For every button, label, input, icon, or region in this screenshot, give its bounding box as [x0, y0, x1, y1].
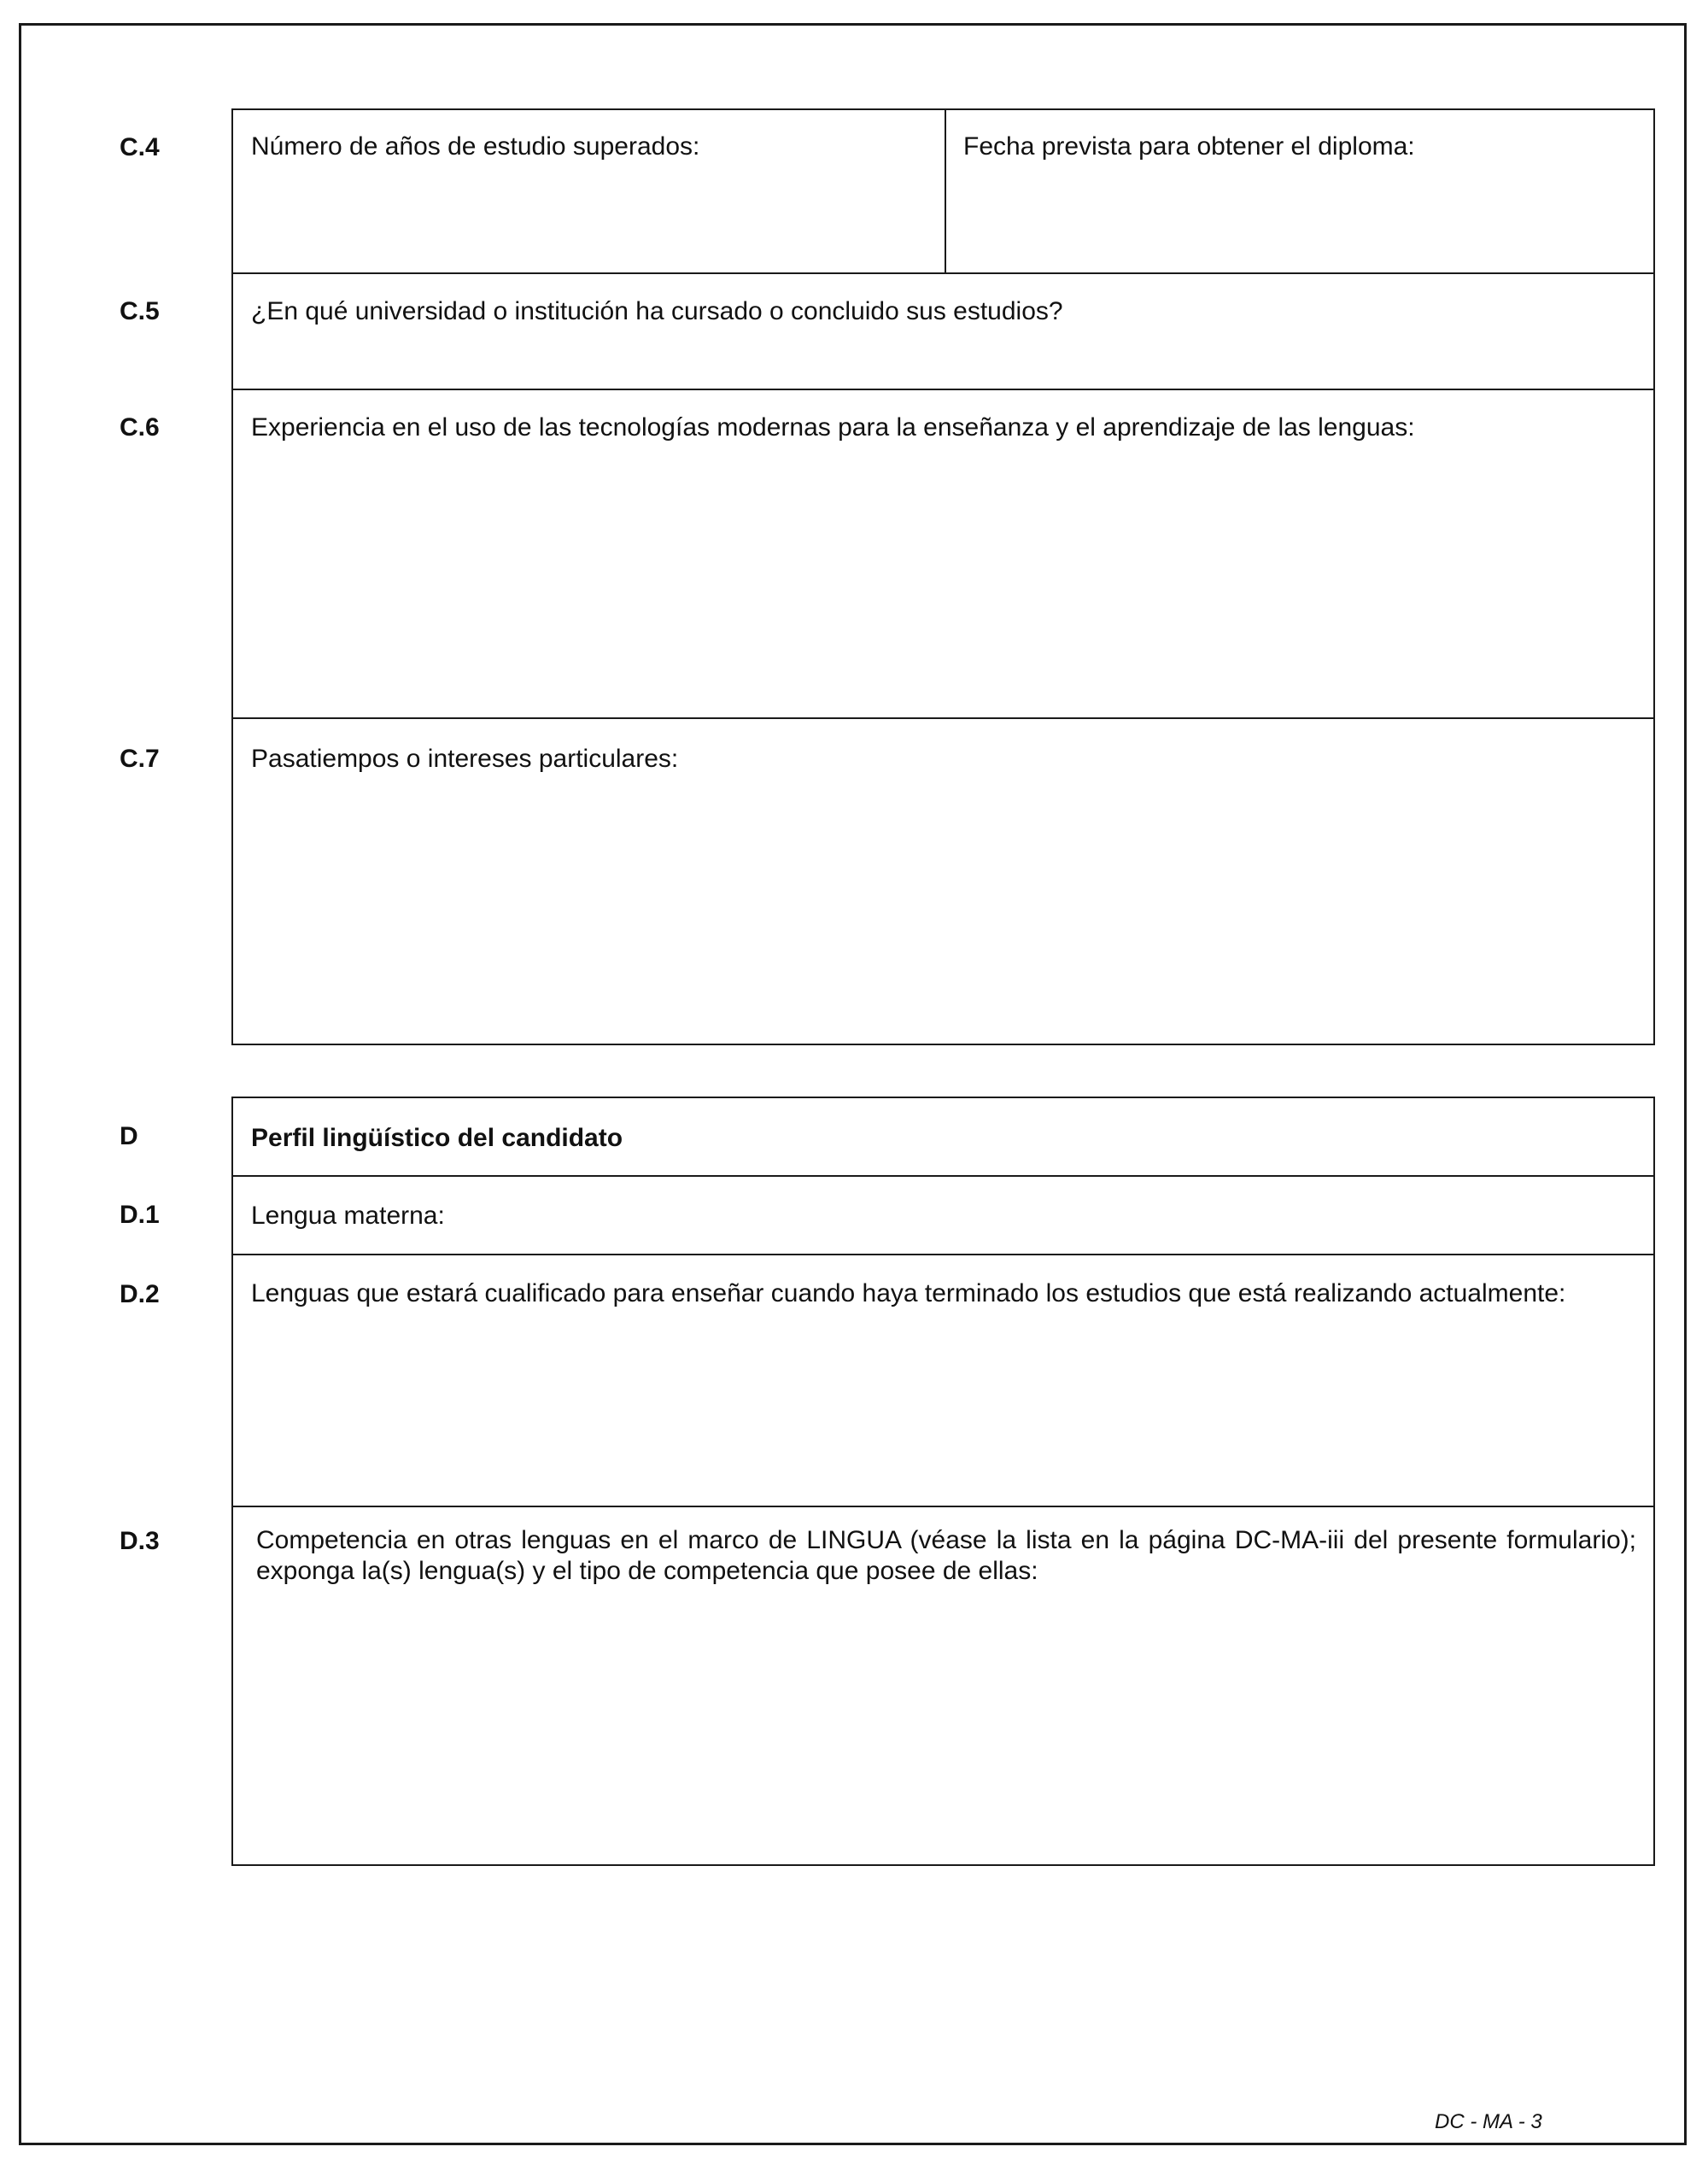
c7-hobbies-label: Pasatiempos o intereses particulares: — [251, 745, 679, 773]
c4-years-completed-field[interactable] — [233, 110, 945, 274]
section-code-d2: D.2 — [120, 1280, 160, 1308]
d1-mother-tongue-field[interactable] — [233, 1177, 1655, 1254]
c5-institution-field[interactable] — [233, 274, 1655, 389]
section-code-c5: C.5 — [120, 297, 160, 325]
page-footer-code: DC - MA - 3 — [1435, 2110, 1542, 2133]
d2-qualified-languages-field[interactable] — [233, 1255, 1655, 1506]
section-code-d: D — [120, 1122, 138, 1150]
c4-diploma-date-field[interactable] — [946, 110, 1655, 274]
section-code-d1: D.1 — [120, 1201, 160, 1229]
c4-diploma-date-label: Fecha prevista para obtener el diploma: — [963, 132, 1415, 161]
section-d-heading: Perfil lingüístico del candidato — [251, 1124, 623, 1152]
section-code-c6: C.6 — [120, 413, 160, 442]
d1-mother-tongue-label: Lengua materna: — [251, 1202, 445, 1230]
c6-technology-experience-label: Experiencia en el uso de las tecnologías modernas para la enseñanza y el aprendizaje de las lenguas: — [251, 413, 1415, 442]
c4-years-completed-label: Número de años de estudio superados: — [251, 132, 700, 161]
c6-technology-experience-field[interactable] — [233, 390, 1655, 717]
section-c-table — [231, 108, 1655, 1045]
d3-other-languages-field[interactable] — [233, 1507, 1655, 1866]
section-code-c7: C.7 — [120, 745, 160, 773]
d2-qualified-languages-label: Lenguas que estará cualificado para enseñar cuando haya terminado los estudios que está realizando actualmente: — [251, 1279, 1566, 1307]
section-d-table — [231, 1097, 1655, 1866]
c5-institution-label: ¿En qué universidad o institución ha cursado o concluido sus estudios? — [251, 297, 1063, 325]
d3-other-languages-label: Competencia en otras lenguas en el marco de LINGUA (véase la lista en la página DC-MA-iii del presente formulario); exponga la(s) lengua(s) y el tipo de competencia que posee de ellas: — [256, 1526, 1636, 1585]
section-code-c4: C.4 — [120, 133, 160, 161]
section-code-d3: D.3 — [120, 1527, 160, 1555]
c7-hobbies-field[interactable] — [233, 719, 1655, 1045]
